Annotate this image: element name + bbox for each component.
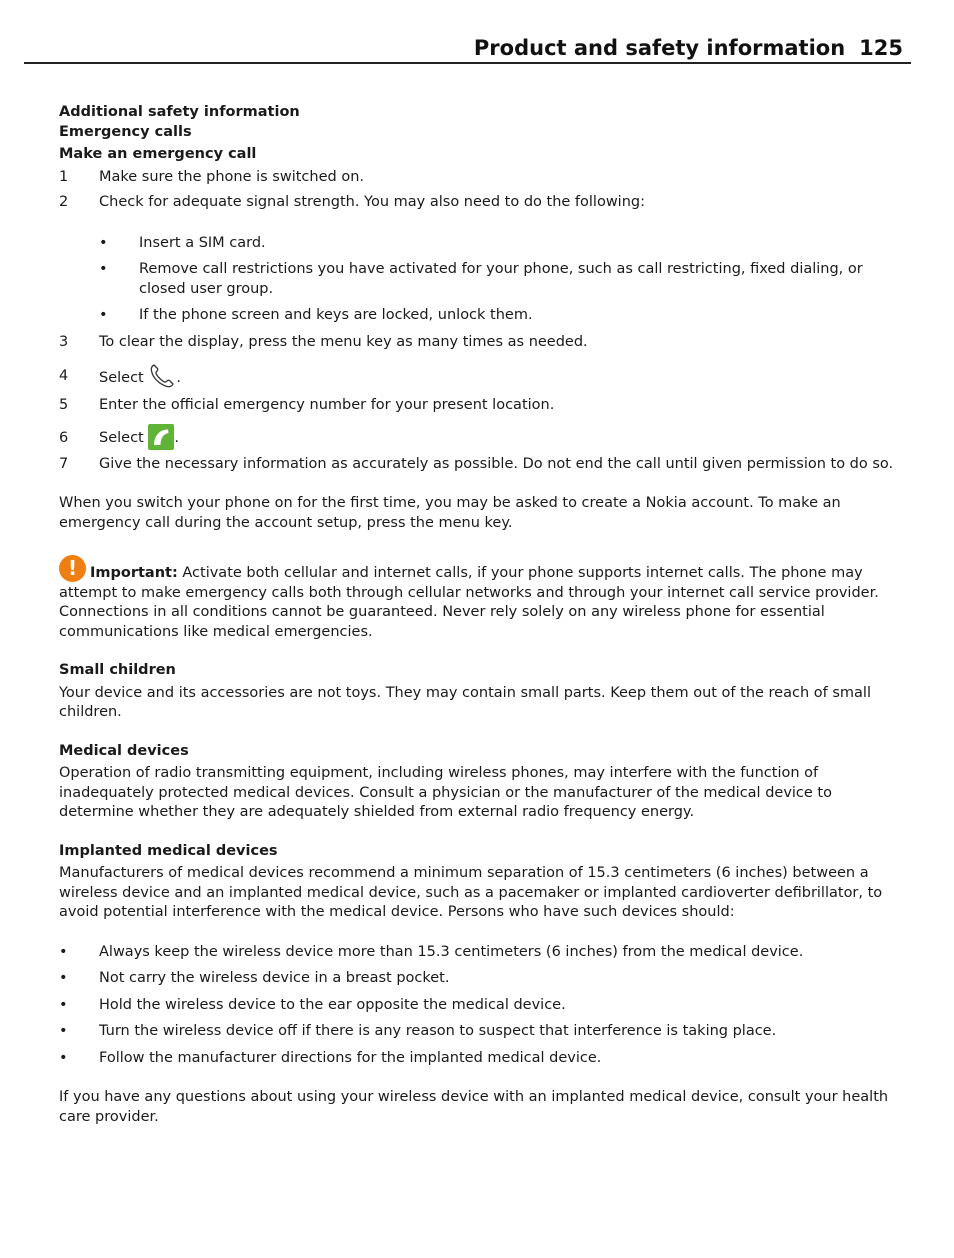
section-heading-emergency: Emergency calls <box>59 123 192 140</box>
warning-icon: ! <box>59 555 86 582</box>
step-text: Enter the official emergency number for your present location. <box>99 397 555 413</box>
sub-bullet-text: If the phone screen and keys are locked, unlock them. <box>139 307 533 323</box>
step-3 <box>59 333 911 353</box>
step-number: 3 <box>59 333 69 350</box>
step-number: 2 <box>59 194 69 210</box>
important-note <box>59 555 911 642</box>
implanted-devices-text: Manufacturers of medical devices recommend a minimum separation of 15.3 centimeters (6 inches) between a wireless device and an implanted medical device, such as a pacemaker or implanted cardioverter defibrillator, to avoid potential interference with the medical device. Persons who have such devices should: <box>59 865 883 920</box>
bullet: • <box>99 261 108 277</box>
implanted-bullet-item <box>59 943 911 963</box>
step-text: Give the necessary information as accurately as possible. Do not end the call until given permission to do so. <box>99 455 894 472</box>
step-number: 6 <box>59 429 69 446</box>
step-text: Select <box>99 429 144 446</box>
step-number: 7 <box>59 455 69 472</box>
sub-bullet-item <box>59 306 911 326</box>
step-number: 1 <box>59 168 69 185</box>
step-suffix: . <box>176 370 181 386</box>
page-number: 125 <box>859 36 903 60</box>
important-text: Activate both cellular and internet calls, if your phone supports internet calls. The phone may attempt to make emergency calls both through cellular networks and through your internet call service provider. Connections in all conditions cannot be guaranteed. Never rely solely on any wireless phone for essential communications like medical emergencies. <box>59 565 879 640</box>
implanted-bullet-item <box>59 1049 911 1069</box>
section-heading-additional: Additional safety information <box>59 104 300 120</box>
subheading-make-call: Make an emergency call <box>59 146 257 162</box>
page-content <box>59 103 911 1127</box>
implanted-bullet-item <box>59 1022 911 1042</box>
step-2 <box>59 193 911 213</box>
sub-bullet-item <box>59 234 911 254</box>
implanted-bullet-text: Always keep the wireless device more than 15.3 centimeters (6 inches) from the medical device. <box>99 943 804 960</box>
important-label: Important: <box>90 565 178 581</box>
implanted-bullet-text: Not carry the wireless device in a breast pocket. <box>99 970 450 986</box>
step-text: Make sure the phone is switched on. <box>99 168 365 185</box>
bullet: • <box>59 996 68 1013</box>
step-1 <box>59 168 911 188</box>
bullet: • <box>59 970 68 986</box>
header-title: Product and safety information <box>473 36 846 60</box>
sub-bullet-text: Remove call restrictions you have activated for your phone, such as call restricting, fixed dialing, or closed user group. <box>139 261 863 297</box>
call-icon <box>148 424 174 450</box>
header-title-row <box>474 34 903 62</box>
heading-medical-devices: Medical devices <box>59 742 189 759</box>
heading-small-children: Small children <box>59 662 176 678</box>
implanted-bullet-text: Follow the manufacturer directions for the implanted medical device. <box>99 1049 602 1066</box>
step-text: To clear the display, press the menu key as many times as needed. <box>99 333 588 350</box>
heading-implanted-devices: Implanted medical devices <box>59 842 278 859</box>
implanted-bullet-text: Hold the wireless device to the ear opposite the medical device. <box>99 996 566 1013</box>
step-6 <box>59 424 911 452</box>
step-text: Select <box>99 370 144 386</box>
step-5 <box>59 396 911 416</box>
implanted-bullet-item <box>59 996 911 1016</box>
medical-devices-text: Operation of radio transmitting equipment, including wireless phones, may interfere with the function of inadequately protected medical devices. Consult a physician or the manufacturer of the medical device to determine whether they are adequately shielded from external radio frequency energy. <box>59 765 832 820</box>
phone-icon <box>148 362 176 390</box>
step-number: 5 <box>59 397 69 413</box>
bullet: • <box>59 1023 68 1039</box>
small-children-text: Your device and its accessories are not toys. They may contain small parts. Keep them out of the reach of small children. <box>59 684 871 720</box>
step-7 <box>59 455 911 475</box>
bullet: • <box>99 307 108 323</box>
step-4 <box>59 362 911 390</box>
step-text: Check for adequate signal strength. You may also need to do the following: <box>99 194 645 210</box>
bullet: • <box>59 1049 68 1066</box>
implanted-bullet-item <box>59 969 911 989</box>
implanted-closing-text: If you have any questions about using your wireless device with an implanted medical device, consult your health care provider. <box>59 1089 889 1125</box>
page-header <box>24 34 911 64</box>
nokia-account-paragraph: When you switch your phone on for the first time, you may be asked to create a Nokia account. To make an emergency call during the account setup, press the menu key. <box>59 495 841 531</box>
implanted-bullet-text: Turn the wireless device off if there is any reason to suspect that interference is taking place. <box>99 1023 777 1039</box>
sub-bullet-text: Insert a SIM card. <box>139 234 266 251</box>
step-suffix: . <box>174 429 179 446</box>
bullet: • <box>59 943 68 960</box>
step-number: 4 <box>59 368 69 384</box>
sub-bullet-item <box>59 260 911 299</box>
bullet: • <box>99 234 108 251</box>
